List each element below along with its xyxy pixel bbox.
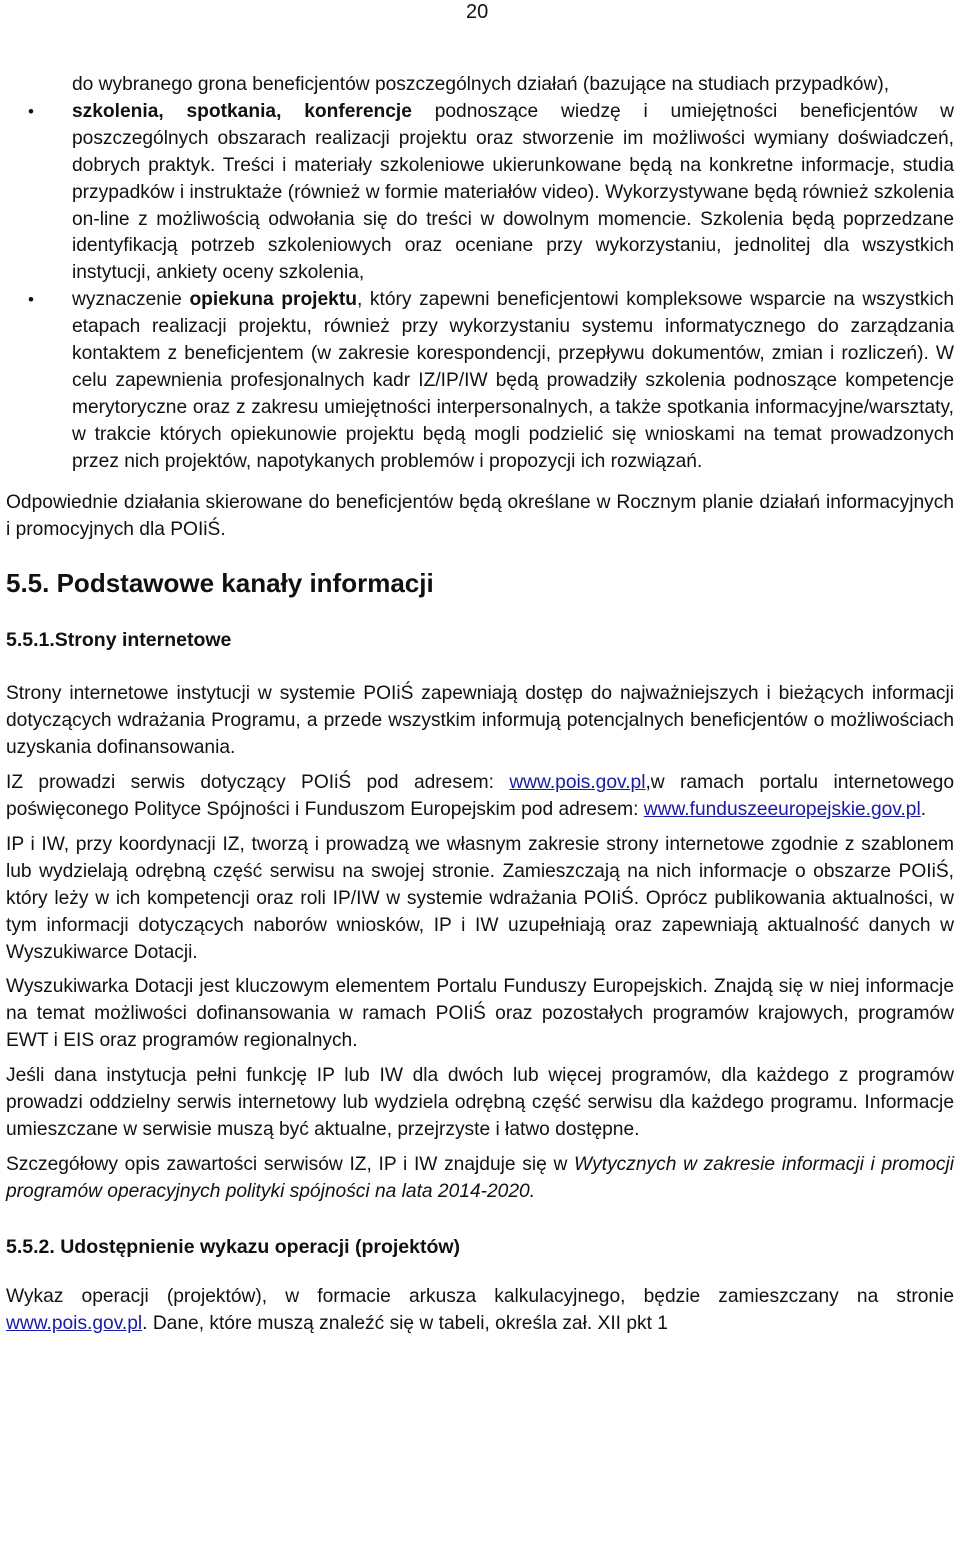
list-item bbox=[28, 99, 954, 287]
paragraph-iz bbox=[6, 770, 954, 824]
szczegolowy-pre-text: Szczegółowy opis zawartości serwisów IZ, IP i IW znajduje się w bbox=[6, 1153, 575, 1175]
paragraph-ip-iw: IP i IW, przy koordynacji IZ, tworzą i prowadzą we własnym zakresie strony internetowe zgodnie z szablonem lub wydzielają odrębną część serwisu na swojej stronie. Zamieszczają na nich informacje o obszarze POIiŚ, który leży w ich kompetencji oraz roli IP/IW w systemie wdrażania POIiŚ. Oprócz publikowania aktualności, w tym informacji dotyczących naborów wniosków, IP i IW uzupełniają oraz zapewniają aktualność danych w Wyszukiwarce Dotacji. bbox=[6, 833, 954, 963]
section-heading-5-5: 5.5. Podstawowe kanały informacji bbox=[6, 568, 434, 599]
link-funduszeeuropejskie[interactable]: www.funduszeeuropejskie.gov.pl bbox=[643, 799, 921, 821]
bullet-pre-text: wyznaczenie bbox=[72, 289, 190, 311]
wykaz-post-text: . Dane, które muszą znaleźć się w tabeli, określa zał. XII pkt 1 bbox=[142, 1312, 668, 1334]
bullet-bold-text: szkolenia, spotkania, konferencje bbox=[72, 100, 412, 122]
szczegolowy-italic-text: Wytycznych w zakresie informacji i promocji programów operacyjnych polityki spójności na lata 2014-2020. bbox=[6, 1153, 954, 1202]
document-body bbox=[6, 72, 954, 1338]
paragraph-odpowiednie: Odpowiednie działania skierowane do beneficjentów będą określane w Rocznym planie działań informacyjnych i promocyjnych dla POIiŚ. bbox=[6, 491, 954, 540]
wykaz-pre-text: Wykaz operacji (projektów), w formacie arkusza kalkulacyjnego, będzie zamieszczany na stronie bbox=[6, 1285, 954, 1307]
bullet-bold-text: opiekuna projektu bbox=[189, 289, 357, 311]
iz-pre-text: IZ prowadzi serwis dotyczący POIiŚ pod adresem: bbox=[6, 772, 510, 794]
bullet-list bbox=[6, 72, 954, 476]
bullet-icon: • bbox=[28, 290, 34, 310]
iz-mid-text: ,w ramach portalu internetowego poświęconego Polityce Spójności i Funduszom Europejskim pod adresem: bbox=[6, 772, 954, 821]
bullet-icon: • bbox=[28, 101, 34, 121]
paragraph-wyszukiwarka: Wyszukiwarka Dotacji jest kluczowym elementem Portalu Funduszy Europejskich. Znajdą się w niej informacje na temat możliwości dofinansowania w ramach POIiŚ oraz pozostałych programów krajowych, programów EWT i EIS oraz programów regionalnych. bbox=[6, 976, 954, 1052]
bullet-text: do wybranego grona beneficjentów poszczególnych działań (bazujące na studiach przypadków), bbox=[72, 74, 890, 95]
paragraph-wykaz bbox=[6, 1284, 954, 1338]
bullet-text: podnoszące wiedzę i umiejętności beneficjentów w poszczególnych obszarach realizacji projektu oraz stworzenie im możliwości wymiany doświadczeń, dobrych praktyk. Treści i materiały szkoleniowe ukierunkowane będą na konkretne informacje, studia przypadków i instruktaże (również w formie materiałów video). Wykorzystywane będą również szkolenia on-line z możliwością odwołania się do treści w dowolnym momencie. Szkolenia będą poprzedzane identyfikacją potrzeb szkoleniowych oraz oceniane przy wykorzystaniu, jednolitej dla wszystkich instytucji, ankiety oceny szkolenia, bbox=[72, 100, 954, 284]
paragraph-szczegolowy bbox=[6, 1152, 954, 1206]
section-heading-5-5-1: 5.5.1.Strony internetowe bbox=[6, 629, 232, 652]
list-item bbox=[72, 72, 954, 99]
list-item bbox=[28, 287, 955, 475]
page-number: 20 bbox=[466, 1, 489, 23]
iz-post-text: . bbox=[920, 799, 927, 821]
bullet-text: , który zapewni beneficjentowi kompleksowe wsparcie na wszystkich etapach realizacji projektu, również przy wykorzystaniu systemu informatycznego do zarządzania kontaktem z beneficjentem (w zakresie korespondencji, przepływu dokumentów, zmian i rozliczeń). W celu zapewnienia profesjonalnych kadr IZ/IP/IW będą prowadziły szkolenia podnoszące kompetencje merytoryczne oraz z zakresu umiejętności interpersonalnych, a także spotkania informacyjne/warsztaty, w trakcie których opiekunowie projektu będą mogli podzielić się wnioskami na temat prowadzonych przez nich projektów, napotykanych problemów i propozycji ich rozwiązań. bbox=[72, 289, 955, 472]
link-pois[interactable]: www.pois.gov.pl bbox=[509, 772, 646, 794]
paragraph-jesli: Jeśli dana instytucja pełni funkcję IP lub IW dla dwóch lub więcej programów, dla każdego z programów prowadzi oddzielny serwis internetowy lub wydziela odrębną część serwisu dla każdego programu. Informacje umieszczane w serwisie muszą być aktualne, przejrzyste i łatwo dostępne. bbox=[6, 1065, 954, 1140]
link-pois-wykaz[interactable]: www.pois.gov.pl bbox=[6, 1312, 143, 1334]
section-heading-5-5-2: 5.5.2. Udostępnienie wykazu operacji (projektów) bbox=[6, 1235, 461, 1258]
paragraph-strony: Strony internetowe instytucji w systemie POIiŚ zapewniają dostęp do najważniejszych i bieżących informacji dotyczących wdrażania Programu, a przede wszystkim informują potencjalnych beneficjentów o możliwościach uzyskania dofinansowania. bbox=[6, 683, 954, 759]
